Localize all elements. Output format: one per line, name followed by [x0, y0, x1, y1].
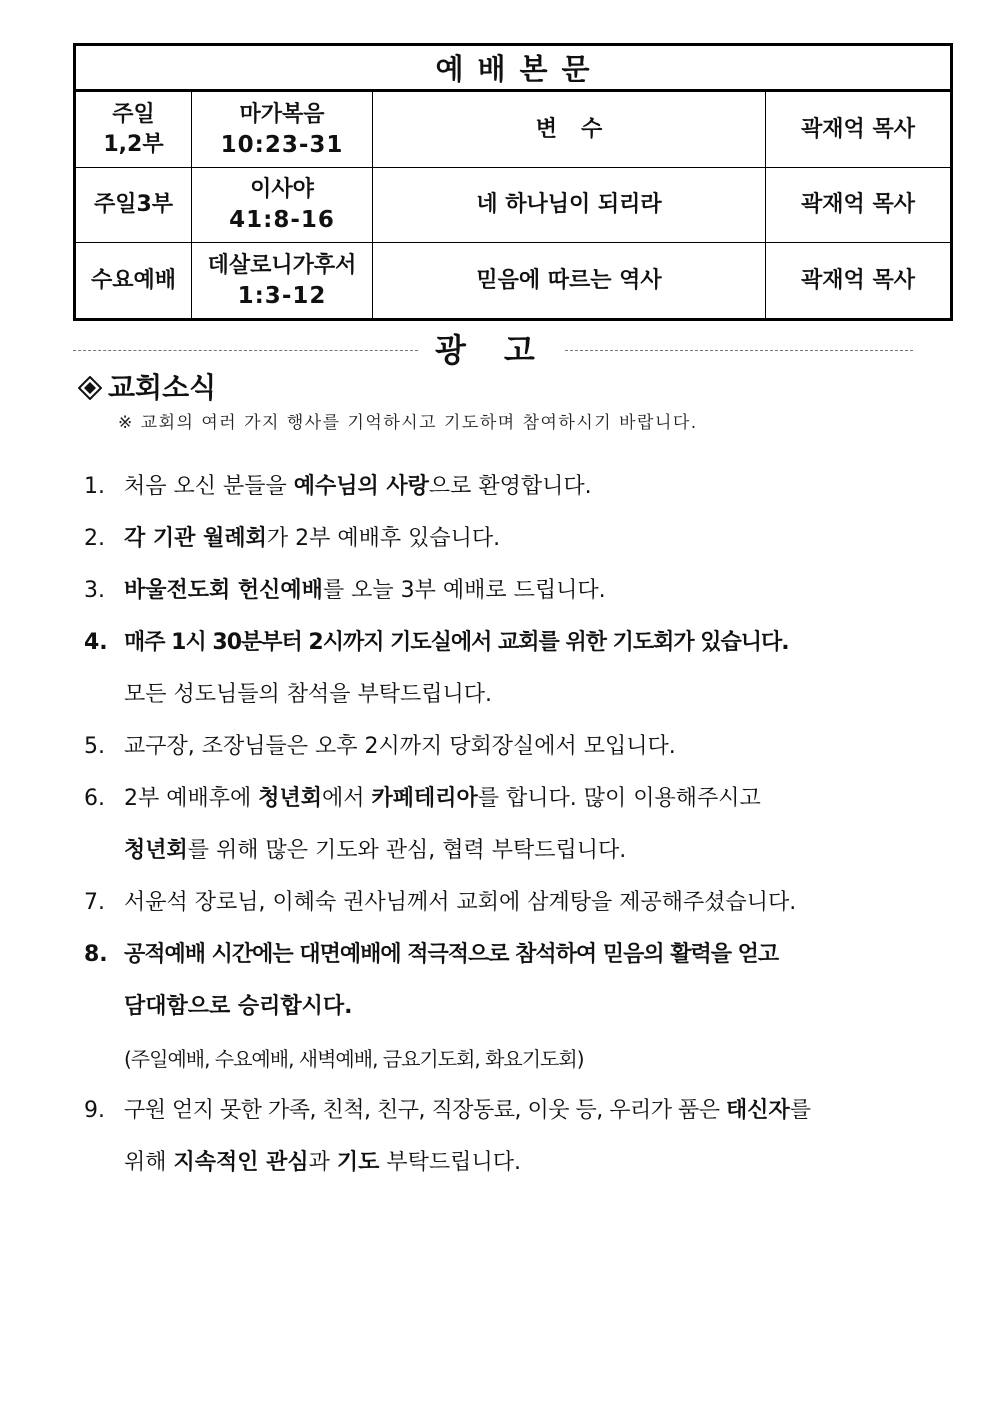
item-number: 3.	[84, 578, 105, 603]
notice-text: 공적예배 시간에는 대면예배에 적극적으로 참석하여 믿음의 활력을 얻고	[124, 942, 779, 967]
notice-emphasis: 태신자	[725, 1098, 790, 1123]
diamond-icon	[78, 371, 102, 404]
notice-emphasis: 바울전도회 헌신예배	[124, 578, 323, 603]
list-item	[84, 470, 944, 522]
scripture-cell	[192, 243, 373, 320]
sermon-title: 변수	[535, 116, 627, 142]
item-number: 7.	[84, 890, 105, 915]
table-row	[75, 168, 952, 243]
notice-text: 교구장, 조장님들은 오후 2시까지 당회장실에서 모입니다.	[124, 734, 676, 759]
notice-text: 서윤석 장로님, 이혜숙 권사님께서 교회에 삼계탕을 제공해주셨습니다.	[124, 890, 797, 915]
sermon-title: 네 하나님이 되리라	[373, 168, 766, 243]
item-number: 4.	[84, 630, 108, 655]
notice-emphasis: 청년회	[258, 786, 323, 811]
scripture-cell	[192, 168, 373, 243]
list-item	[84, 938, 944, 990]
item-number: 8.	[84, 942, 108, 967]
ads-header	[73, 325, 913, 369]
notice-emphasis: 청년회	[124, 838, 188, 863]
list-item	[84, 1094, 944, 1146]
sermon-title-cell	[373, 91, 766, 168]
scripture-ref: 1:3-12	[237, 282, 327, 309]
scripture-book: 마가복음	[239, 101, 325, 127]
scripture-ref: 41:8-16	[229, 207, 335, 233]
dashed-divider	[565, 350, 913, 351]
sermon-table	[73, 43, 953, 321]
item-number: 9.	[84, 1098, 105, 1123]
list-item	[84, 574, 944, 626]
preacher-cell: 곽재억 목사	[766, 243, 952, 320]
scripture-book: 이사야	[250, 177, 314, 202]
list-item	[84, 522, 944, 574]
church-news-title: 교회소식	[108, 371, 217, 404]
notice-emphasis: 지속적인 관심	[173, 1150, 309, 1175]
table-row	[75, 91, 952, 168]
list-item-continued	[84, 1146, 944, 1198]
list-item	[84, 886, 944, 938]
church-news-subtitle: ※ 교회의 여러 가지 행사를 기억하시고 기도하며 참여하시기 바랍니다.	[118, 413, 698, 433]
list-item-continued	[84, 834, 944, 886]
notice-text: 가 2부 예배후 있습니다.	[266, 526, 501, 551]
preacher-cell: 곽재억 목사	[766, 168, 952, 243]
item-number: 6.	[84, 786, 105, 811]
notice-text: 처음 오신 분들을	[124, 474, 294, 499]
notice-text: 에서	[322, 786, 372, 811]
item-number: 2.	[84, 526, 105, 551]
notice-text: 구원 얻지 못한 가족, 친척, 친구, 직장동료, 이웃 등, 우리가 품은	[124, 1098, 726, 1123]
scripture-ref: 10:23-31	[220, 131, 344, 158]
notice-emphasis: 각 기관 월례회	[124, 526, 267, 551]
church-news-heading	[78, 366, 216, 406]
list-item	[84, 730, 944, 782]
ads-title: 광고	[435, 331, 573, 369]
service-cell	[75, 91, 192, 168]
table-row	[75, 243, 952, 320]
dashed-divider	[73, 350, 418, 351]
service-name: 주일	[112, 101, 155, 127]
scripture-book: 데살로니가후서	[207, 252, 357, 278]
notice-emphasis: 카페테리아	[371, 786, 478, 811]
list-item-continued: (주일예배, 수요예배, 새벽예배, 금요기도회, 화요기도회)	[124, 1047, 584, 1071]
notice-text: 으로 환영합니다.	[428, 474, 592, 499]
sermon-table-title: 예배본문	[75, 45, 952, 91]
list-item	[84, 626, 944, 678]
notice-text: 부탁드립니다.	[379, 1150, 521, 1175]
service-cell: 수요예배	[75, 243, 192, 320]
preacher-cell: 곽재억 목사	[766, 91, 952, 168]
notice-emphasis: 기도	[336, 1150, 380, 1175]
notice-text: 를 합니다. 많이 이용해주시고	[477, 786, 761, 811]
notice-text: 위해	[124, 1150, 174, 1175]
scripture-cell	[192, 91, 373, 168]
notice-text: 를 위해 많은 기도와 관심, 협력 부탁드립니다.	[187, 838, 627, 863]
list-item-continued: 모든 성도님들의 참석을 부탁드립니다.	[124, 682, 493, 707]
sermon-title: 믿음에 따르는 역사	[373, 243, 766, 320]
notice-text: 매주 1시 30분부터 2시까지 기도실에서 교회를 위한 기도회가 있습니다.	[124, 630, 789, 655]
item-number: 1.	[84, 474, 105, 499]
list-item	[84, 782, 944, 834]
notice-list	[84, 470, 944, 1198]
item-number: 5.	[84, 734, 105, 759]
list-item-continued: 담대함으로 승리합시다.	[124, 994, 353, 1019]
notice-text: 2부 예배후에	[124, 786, 259, 811]
notice-text: 를 오늘 3부 예배로 드립니다.	[322, 578, 606, 603]
service-part: 1,2부	[103, 131, 164, 157]
service-cell: 주일3부	[75, 168, 192, 243]
notice-emphasis: 예수님의 사랑	[293, 474, 429, 499]
notice-text: 를	[789, 1098, 811, 1123]
notice-text: 과	[308, 1150, 337, 1175]
